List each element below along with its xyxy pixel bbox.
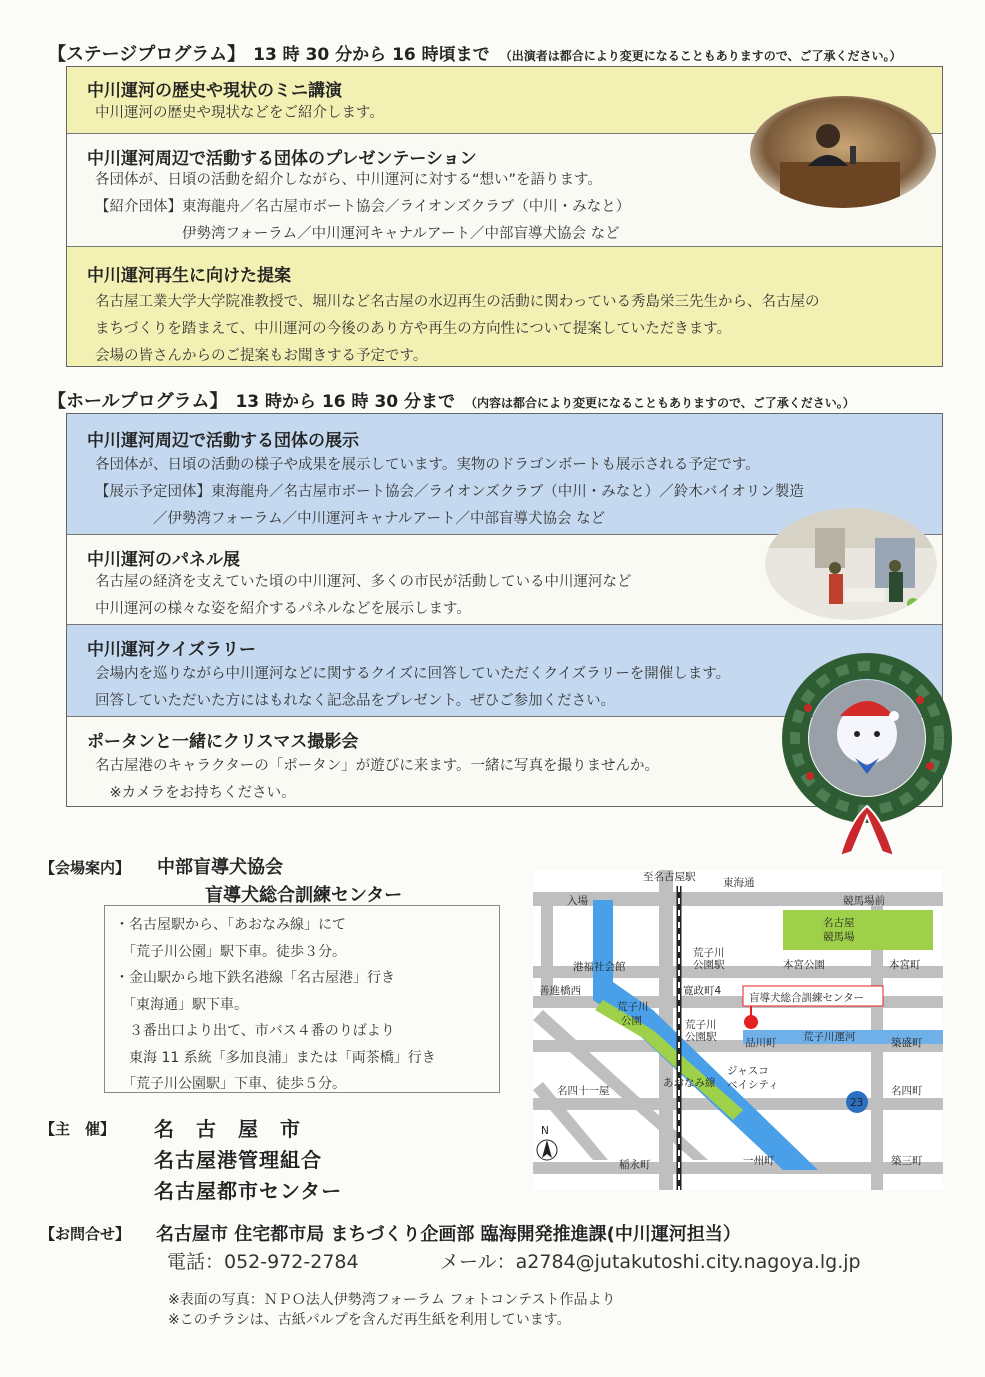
stage-item-text: 伊勢湾フォーラム／中川運河キャナルアート／中部盲導犬協会 など — [95, 226, 620, 242]
access-directions — [104, 905, 500, 1093]
contact-phone: 電話：052-972-2784 — [167, 1251, 359, 1273]
map-label: 本宮町 — [889, 959, 921, 971]
contact-label: 【お問合せ】 — [40, 1225, 131, 1243]
hall-item-text: 【展示予定団体】東海龍舟／名古屋市ボート協会／ライオンズクラブ（中川・みなと）／鈴木バイオリン製造 — [95, 484, 804, 500]
hall-item-text: ／伊勢湾フォーラム／中川運河キャナルアート／中部盲導犬協会 など — [95, 511, 606, 527]
stage-item-title: 中川運河周辺で活動する団体のプレゼンテーション — [87, 149, 477, 169]
map-label: 名古屋 — [823, 917, 855, 929]
map-label: 名四町 — [891, 1085, 923, 1097]
map-label: 公園 — [621, 1015, 642, 1027]
footnote-photo: ※表面の写真：ＮＰＯ法人伊勢湾フォーラム フォトコンテスト作品より — [168, 1292, 616, 1308]
map-label: 競馬場 — [823, 931, 855, 943]
map-label: 一州町 — [743, 1155, 775, 1167]
lecture-photo — [750, 96, 936, 208]
hall-heading-label: 【ホールプログラム】 — [48, 391, 228, 412]
access-map — [533, 870, 943, 1190]
stage-item-title: 中川運河の歴史や現状のミニ講演 — [87, 81, 342, 101]
wreath-illustration — [770, 646, 965, 866]
footnote-paper: ※このチラシは、古紙パルプを含んだ再生紙を利用しています。 — [168, 1312, 571, 1328]
stage-item-text: 会場の皆さんからのご提案もお聞きする予定です。 — [95, 348, 428, 364]
hall-item-title: 中川運河周辺で活動する団体の展示 — [87, 431, 359, 451]
map-label: ベイシティ — [727, 1079, 779, 1091]
venue-name-1: 中部盲導犬協会 — [157, 857, 283, 878]
map-label: 港福社会館 — [573, 961, 626, 973]
hall-item-title: 中川運河クイズラリー — [87, 640, 256, 660]
hall-heading — [48, 387, 855, 413]
map-label: 荒子川 — [685, 1019, 717, 1031]
map-label: 築三町 — [891, 1155, 923, 1167]
map-label: 至名古屋駅 — [643, 871, 696, 883]
hall-note: （内容は都合により変更になることもありますので、ご了承ください。） — [465, 396, 855, 410]
access-line: ３番出口より出て、市バス４番のりばより — [115, 1023, 395, 1039]
map-label: 築盛町 — [891, 1037, 923, 1049]
map-label: 東海通 — [723, 877, 755, 889]
map-label: 稲永町 — [619, 1159, 651, 1171]
hall-item-title: 中川運河のパネル展 — [87, 550, 240, 570]
exhibition-photo — [765, 508, 937, 620]
map-label: 公園駅 — [693, 959, 725, 971]
access-line: 「東海通」駅下車。 — [115, 996, 248, 1013]
map-label: ジャスコ — [727, 1065, 769, 1077]
map-label: あおなみ線 — [663, 1077, 716, 1089]
hall-item-text: 各団体が、日頃の活動の様子や成果を展示しています。実物のドラゴンボートも展示される予定です。 — [95, 457, 760, 473]
stage-time: 13 時 30 分から 16 時頃まで — [253, 45, 490, 65]
map-label: 荒子川 — [693, 947, 725, 959]
host-urban-center: 名古屋都市センター — [154, 1179, 343, 1203]
hall-item-title: ポータンと一緒にクリスマス撮影会 — [87, 732, 359, 752]
map-label: 善進橋西 — [539, 985, 581, 997]
host-port: 名古屋港管理組合 — [154, 1148, 322, 1172]
stage-heading-label: 【ステージプログラム】 — [48, 44, 246, 65]
hall-item-text: 中川運河の様々な姿を紹介するパネルなどを展示します。 — [95, 601, 471, 617]
venue-name-2: 盲導犬総合訓練センター — [205, 885, 403, 906]
stage-item-proposal — [67, 246, 942, 366]
stage-item-text: 名古屋工業大学大学院准教授で、堀川など名古屋の水辺再生の活動に関わっている秀島栄三先生から、名古屋の — [95, 294, 820, 310]
map-label-center: 盲導犬総合訓練センター — [749, 992, 865, 1004]
map-label: 本宮公園 — [783, 959, 825, 971]
map-label: 入場 — [567, 895, 588, 907]
contact-email[interactable]: メール：a2784@jutakutoshi.city.nagoya.lg.jp — [440, 1251, 861, 1273]
host-city: 名 古 屋 市 — [154, 1117, 301, 1141]
stage-item-title: 中川運河再生に向けた提案 — [87, 266, 291, 286]
map-label: 品川町 — [745, 1037, 777, 1049]
map-label: 名四十一屋 — [557, 1085, 610, 1097]
access-line: ・名古屋駅から、「あおなみ線」にて — [115, 917, 346, 933]
hall-time: 13 時から 16 時 30 分まで — [235, 392, 456, 412]
map-label: 荒子川 — [617, 1001, 649, 1013]
access-line: ・金山駅から地下鉄名港線「名古屋港」行き — [115, 970, 395, 986]
map-label: 荒子川運河 — [803, 1031, 856, 1043]
access-line: 東海 11 系統「多加良浦」または「両茶橋」行き — [115, 1049, 436, 1066]
stage-item-text: 各団体が、日頃の活動を紹介しながら、中川運河に対する“想い”を語ります。 — [95, 172, 602, 188]
stage-heading — [48, 40, 901, 66]
host-label: 【主 催】 — [40, 1120, 116, 1138]
hall-item-text: ※カメラをお持ちください。 — [95, 785, 296, 801]
map-label: 公園駅 — [685, 1031, 717, 1043]
stage-item-text: 【紹介団体】東海龍舟／名古屋市ボート協会／ライオンズクラブ（中川・みなと） — [95, 199, 631, 215]
contact-org: 名古屋市 住宅都市局 まちづくり企画部 臨海開発推進課(中川運河担当） — [156, 1224, 741, 1245]
hall-item-text: 名古屋港のキャラクターの「ポータン」が遊びに来ます。一緒に写真を撮りませんか。 — [95, 758, 660, 774]
map-label: 競馬場前 — [843, 895, 885, 907]
map-label-north: N — [541, 1125, 549, 1137]
map-label-route: 23 — [850, 1097, 864, 1109]
hall-item-text: 会場内を巡りながら中川運河などに関するクイズに回答していただくクイズラリーを開催します。 — [95, 666, 731, 682]
access-line: 「荒子川公園駅」下車、徒歩５分。 — [115, 1076, 346, 1092]
stage-note: （出演者は都合により変更になることもありますので、ご了承ください。） — [499, 49, 902, 63]
hall-item-text: 名古屋の経済を支えていた頃の中川運河、多くの市民が活動している中川運河など — [95, 574, 632, 590]
hall-item-text: 回答していただいた方にはもれなく記念品をプレゼント。ぜひご参加ください。 — [95, 693, 616, 709]
map-label: 寛政町4 — [683, 985, 722, 997]
stage-item-text: まちづくりを踏まえて、中川運河の今後のあり方や再生の方向性について提案していただきます。 — [95, 321, 732, 337]
access-line: 「荒子川公園」駅下車。徒歩３分。 — [115, 943, 346, 960]
stage-item-text: 中川運河の歴史や現状などをご紹介します。 — [95, 105, 384, 121]
venue-label: 【会場案内】 — [40, 859, 131, 877]
